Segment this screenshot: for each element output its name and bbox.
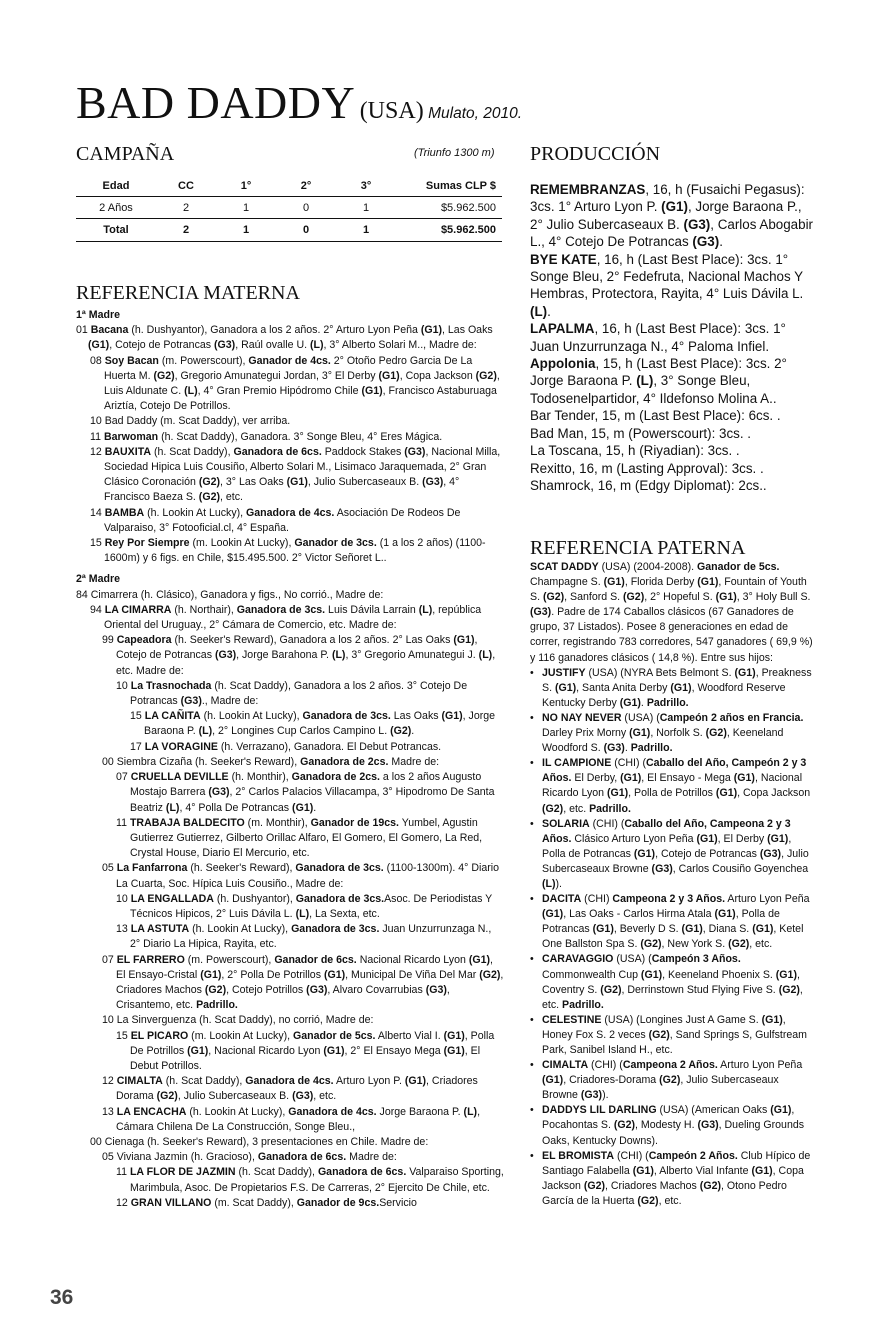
list-item: 99 Capeadora (h. Seeker's Reward), Ganadora a los 2 años. 2° Las Oaks (G1), Cotejo de Potrancas (G3), Jorge Barahona P. (L), 3° Gregorio Amunategui J. (L), etc. Madre de: bbox=[102, 634, 496, 677]
campaign-table bbox=[76, 178, 502, 242]
list-item: 13 LA ASTUTA (h. Lookin At Lucky), Ganadora de 3cs. Juan Unzurrunzaga N., 2° Diario La Hipica, Rayita, etc. bbox=[116, 923, 492, 951]
paterna-body bbox=[530, 560, 814, 1209]
list-item: 13 LA ENCACHA (h. Lookin At Lucky), Ganadora de 4cs. Jorge Baraona P. (L), Cámara Chilena De La Construcción, Songe Bleu., bbox=[102, 1105, 481, 1133]
table-total-row bbox=[76, 219, 502, 242]
list-item: 15 Rey Por Siempre (m. Lookin At Lucky), Ganador de 3cs. (1 a los 2 años) (1100-1600m) y 6 figs. en Chile, $15.495.500. 2° Victor Señoret L.. bbox=[90, 537, 486, 565]
list-item: BYE KATE, 16, h (Last Best Place): 3cs. 1° Songe Bleu, 2° Fedefruta, Nacional Machos Y Hembras, Protectora, Rayita, 4° Luis Dávila L. (L). bbox=[530, 251, 804, 319]
col-header: Sumas CLP $ bbox=[396, 178, 502, 197]
madre1-label: 1ª Madre bbox=[76, 309, 120, 321]
list-item: • IL CAMPIONE (CHI) (Caballo del Año, Campeón 2 y 3 Años. El Derby, (G1), El Ensayo - Mega (G1), Nacional Ricardo Lyon (G1), Polla de Potrillos (G1), Copa Jackson (G2), etc. Padrillo. bbox=[530, 756, 814, 816]
sire-description: SCAT DADDY (USA) (2004-2008). Ganador de 5cs. Champagne S. (G1), Florida Derby (G1), Fountain of Youth S. (G2), Sanford S. (G2), 2° Hopeful S. (G1), 3° Holy Bull S. (G3). Padre de 174 Caballos clásicos (67 Ganadores de grupo, 37 Listados). Posee 8 generaciones en edad de correr, registrando 783 corredores, 547 ganadores ( 69,9 %) y 116 ganadores clásicos ( 14,8 %). Entre sus hijos: bbox=[530, 561, 813, 664]
table-cell: 1 bbox=[362, 202, 370, 214]
list-item: 01 Bacana (h. Dushyantor), Ganadora a los 2 años. 2° Arturo Lyon Peña (G1), Las Oaks (G1), Cotejo de Potrancas (G3), Raúl ovalle U. (L), 3° Alberto Solari M.., Madre de: bbox=[76, 324, 493, 352]
table-header-row bbox=[76, 178, 502, 197]
col-header: Edad bbox=[76, 178, 156, 197]
table-cell: 2 bbox=[182, 202, 190, 214]
list-item: 10 La Sinverguenza (h. Scat Daddy), no corrió, Madre de: bbox=[102, 1014, 374, 1027]
produccion-body bbox=[530, 181, 815, 494]
list-item: 14 BAMBA (h. Lookin At Lucky), Ganadora de 4cs. Asociación De Rodeos De Valparaiso, 3° Fotooficial.cl, 4° España. bbox=[90, 506, 461, 534]
horse-country: (USA) bbox=[359, 98, 424, 124]
list-item: LAPALMA, 16, h (Last Best Place): 3cs. 1° Juan Unzurrunzaga N., 4° Paloma Infiel. bbox=[530, 321, 786, 354]
list-item: 17 LA VORAGINE (h. Verrazano), Ganadora. El Debut Potrancas. bbox=[130, 740, 442, 753]
table-cell: $5.962.500 bbox=[440, 202, 496, 214]
list-item: 94 LA CIMARRA (h. Northair), Ganadora de 3cs. Luis Dávila Larrain (L), república Oriental del Uruguay., 2° Cámara de Comercio, etc. Madre de: bbox=[90, 603, 482, 632]
madre2-label: 2ª Madre bbox=[76, 573, 120, 586]
list-item: REMEMBRANZAS, 16, h (Fusaichi Pegasus): 3cs. 1° Arturo Lyon P. (G1), Jorge Baraona P., 2° Julio Subercaseaux B. (G3), Carlos Abogabir L., 4° Cotejo De Potrancas (G3). bbox=[530, 182, 813, 250]
list-item: 00 Siembra Cizaña (h. Seeker's Reward), Ganadora de 2cs. Madre de: bbox=[102, 755, 440, 768]
campana-note: (Triunfo 1300 m) bbox=[414, 147, 495, 159]
list-item: • JUSTIFY (USA) (NYRA Bets Belmont S. (G1), Preakness S. (G1), Santa Anita Derby (G1), Woodford Reserve Kentucky Derby (G1). Padrillo. bbox=[530, 666, 814, 711]
table-cell: 1 bbox=[336, 219, 396, 242]
list-item: 15 EL PICARO (m. Lookin At Lucky), Ganador de 5cs. Alberto Vial I. (G1), Polla De Potrillos (G1), Nacional Ricardo Lyon (G1), 2° El Ensayo Mega (G1), El Debut Potrillos. bbox=[116, 1029, 495, 1072]
table-cell: 1 bbox=[216, 219, 276, 242]
list-item: 10 LA ENGALLADA (h. Dushyantor), Ganadora de 3cs.Asoc. De Periodistas Y Técnicos Hipicos, 2° Luis Dávila L. (L), La Sexta, etc. bbox=[116, 892, 493, 920]
list-item: • CELESTINE (USA) (Longines Just A Game S. (G1), Honey Fox S. 2 veces (G2), Sand Springs S, Gulfstream Park, Sanibel Island H., etc. bbox=[530, 1013, 814, 1058]
table-cell: 2 bbox=[156, 219, 216, 242]
list-item: • DADDYS LIL DARLING (USA) (American Oaks (G1), Pocahontas S. (G2), Modesty H. (G3), Dueling Grounds Oaks, Kentucky Downs). bbox=[530, 1103, 814, 1148]
list-item: Rexitto, 16, m (Lasting Approval): 3cs. . bbox=[530, 460, 764, 476]
table-row bbox=[76, 197, 502, 219]
list-item: 11 LA FLOR DE JAZMIN (h. Scat Daddy), Ganadora de 6cs. Valparaiso Sporting, Marimbula, Asoc. De Propietarios F.S. De Carreras, 2° Ejercito De Chile, etc. bbox=[116, 1166, 504, 1194]
list-item: 05 Viviana Jazmin (h. Gracioso), Ganadora de 6cs. Madre de: bbox=[102, 1151, 397, 1164]
table-cell: 0 bbox=[302, 202, 310, 214]
list-item: • CARAVAGGIO (USA) (Campeón 3 Años. Commonwealth Cup (G1), Keeneland Phoenix S. (G1), Coventry S. (G2), Derrinstown Stud Flying Five S. (G2), etc. Padrillo. bbox=[530, 952, 814, 1012]
materna-heading: REFERENCIA MATERNA bbox=[76, 282, 300, 304]
table-cell: Total bbox=[76, 219, 156, 242]
horse-title bbox=[76, 76, 522, 129]
list-item: 11 TRABAJA BALDECITO (m. Monthir), Ganador de 19cs. Yumbel, Agustin Gutierrez Gutierrez, Gilberto Orillac Alfaro, El Gomero, El Gomero, La Red, Crystal House, Diario El Mercurio, etc. bbox=[116, 816, 483, 860]
horse-subtitle: Mulato, 2010. bbox=[428, 105, 523, 122]
list-item: 05 La Fanfarrona (h. Seeker's Reward), Ganadora de 3cs. (1100-1300m). 4° Diario La Cuarta, Soc. Hípica Luis Cousiño., Madre de: bbox=[102, 862, 500, 890]
list-item: 07 CRUELLA DEVILLE (h. Monthir), Ganadora de 2cs. a los 2 años Augusto Mostajo Barrera (G3), 2° Carlos Palacios Villacampa, 3° Hipodromo De Santa Beatriz (L), 4° Polla De Potrancas (G1). bbox=[116, 771, 495, 814]
table-cell: $5.962.500 bbox=[396, 219, 502, 242]
list-item: Bad Man, 15, m (Powerscourt): 3cs. . bbox=[530, 425, 752, 441]
page-number: 36 bbox=[50, 1286, 74, 1309]
produccion-heading: PRODUCCIÓN bbox=[530, 143, 661, 165]
paterna-heading: REFERENCIA PATERNA bbox=[530, 537, 746, 559]
list-item: • EL BROMISTA (CHI) (Campeón 2 Años. Club Hípico de Santiago Falabella (G1), Alberto Vial Infante (G1), Copa Jackson (G2), Criadores Machos (G2), Otono Pedro García de la Huerta (G2), etc. bbox=[530, 1149, 814, 1209]
list-item: 00 Cienaga (h. Seeker's Reward), 3 presentaciones en Chile. Madre de: bbox=[90, 1135, 429, 1148]
table-cell: 1 bbox=[242, 202, 250, 214]
list-item: 10 La Trasnochada (h. Scat Daddy), Ganadora a los 2 años. 3° Cotejo De Potrancas (G3)., Madre de: bbox=[116, 679, 468, 708]
table-cell: 0 bbox=[276, 219, 336, 242]
list-item: Appolonia, 15, h (Last Best Place): 3cs. 2° Jorge Baraona P. (L), 3° Songe Bleu, Todosenelpartidor, 4° Ildefonso Molina A.. bbox=[530, 356, 787, 406]
campana-heading: CAMPAÑA bbox=[76, 143, 175, 165]
list-item: • SOLARIA (CHI) (Caballo del Año, Campeona 2 y 3 Años. Clásico Arturo Lyon Peña (G1), El Derby (G1), Polla de Potrancas (G1), Cotejo de Potrancas (G3), Julio Subercaseaux Browne (G3), Carlos Cousiño Goyenchea (L)). bbox=[530, 817, 814, 892]
list-item: 12 GRAN VILLANO (m. Scat Daddy), Ganador de 9cs.Servicio bbox=[116, 1196, 417, 1209]
horse-name: BAD DADDY bbox=[76, 77, 356, 128]
list-item: 08 Soy Bacan (m. Powerscourt), Ganador de 4cs. 2° Otoño Pedro Garcia De La Huerta M. (G2), Gregorio Amunategui Jordan, 3° El Derby (G1), Copa Jackson (G2), Luis Aldunate C. (L), 4° Gran Premio Hipódromo Chile (G1), Francisco Astaburuaga Ariztía, Cotejo De Potrillos. bbox=[90, 354, 500, 413]
list-item: Bar Tender, 15, m (Last Best Place): 6cs. . bbox=[530, 408, 781, 424]
list-item: 10 Bad Daddy (m. Scat Daddy), ver arriba. bbox=[90, 415, 291, 428]
col-header: 1° bbox=[216, 178, 276, 197]
list-item: Shamrock, 16, m (Edgy Diplomat): 2cs.. bbox=[530, 477, 767, 493]
list-item: 11 Barwoman (h. Scat Daddy), Ganadora. 3° Songe Bleu, 4° Eres Mágica. bbox=[90, 430, 443, 443]
table-cell: 2 Años bbox=[99, 202, 133, 214]
list-item: 12 BAUXITA (h. Scat Daddy), Ganadora de 6cs. Paddock Stakes (G3), Nacional Milla, Sociedad Hipica Luis Cousiño, Alberto Solari M., Lisimaco Jaraquemada, 2° Gran Clásico Coronación (G2), 3° Las Oaks (G1), Julio Subercaseaux B. (G3), 4° Francisco Baeza S. (G2), etc. bbox=[90, 445, 501, 504]
col-header: 2° bbox=[276, 178, 336, 197]
col-header: CC bbox=[156, 178, 216, 197]
list-item: 15 LA CAÑITA (h. Lookin At Lucky), Ganadora de 3cs. Las Oaks (G1), Jorge Baraona P. (L), 2° Longines Cup Carlos Campino L. (G2). bbox=[130, 710, 496, 738]
materna-body bbox=[76, 308, 504, 1211]
list-item: • CIMALTA (CHI) (Campeona 2 Años. Arturo Lyon Peña (G1), Criadores-Dorama (G2), Julio Subercaseaux Browne (G3)). bbox=[530, 1058, 814, 1103]
list-item: 12 CIMALTA (h. Scat Daddy), Ganadora de 4cs. Arturo Lyon P. (G1), Criadores Dorama (G2), Julio Subercaseaux B. (G3), etc. bbox=[102, 1075, 478, 1103]
list-item: • NO NAY NEVER (USA) (Campeón 2 años en Francia. Darley Prix Morny (G1), Norfolk S. (G2), Keeneland Woodford S. (G3). Padrillo. bbox=[530, 711, 814, 756]
list-item: 07 EL FARRERO (m. Powerscourt), Ganador de 6cs. Nacional Ricardo Lyon (G1), El Ensayo-Cristal (G1), 2° Polla De Potrillos (G1), Municipal De Viña Del Mar (G2), Criadores Machos (G2), Cotejo Potrillos (G3), Alvaro Covarrubias (G3), Crisantemo, etc. Padrillo. bbox=[102, 953, 504, 1012]
col-header: 3° bbox=[336, 178, 396, 197]
list-item: 84 Cimarrera (h. Clásico), Ganadora y figs., No corrió., Madre de: bbox=[76, 588, 384, 601]
list-item: La Toscana, 15, h (Riyadian): 3cs. . bbox=[530, 443, 740, 459]
list-item: • DACITA (CHI) Campeona 2 y 3 Años. Arturo Lyon Peña (G1), Las Oaks - Carlos Hirma Atala (G1), Polla de Potrancas (G1), Beverly D S. (G1), Diana S. (G1), Ketel One Ballston Spa S. (G2), New York S. (G2), etc. bbox=[530, 892, 814, 952]
